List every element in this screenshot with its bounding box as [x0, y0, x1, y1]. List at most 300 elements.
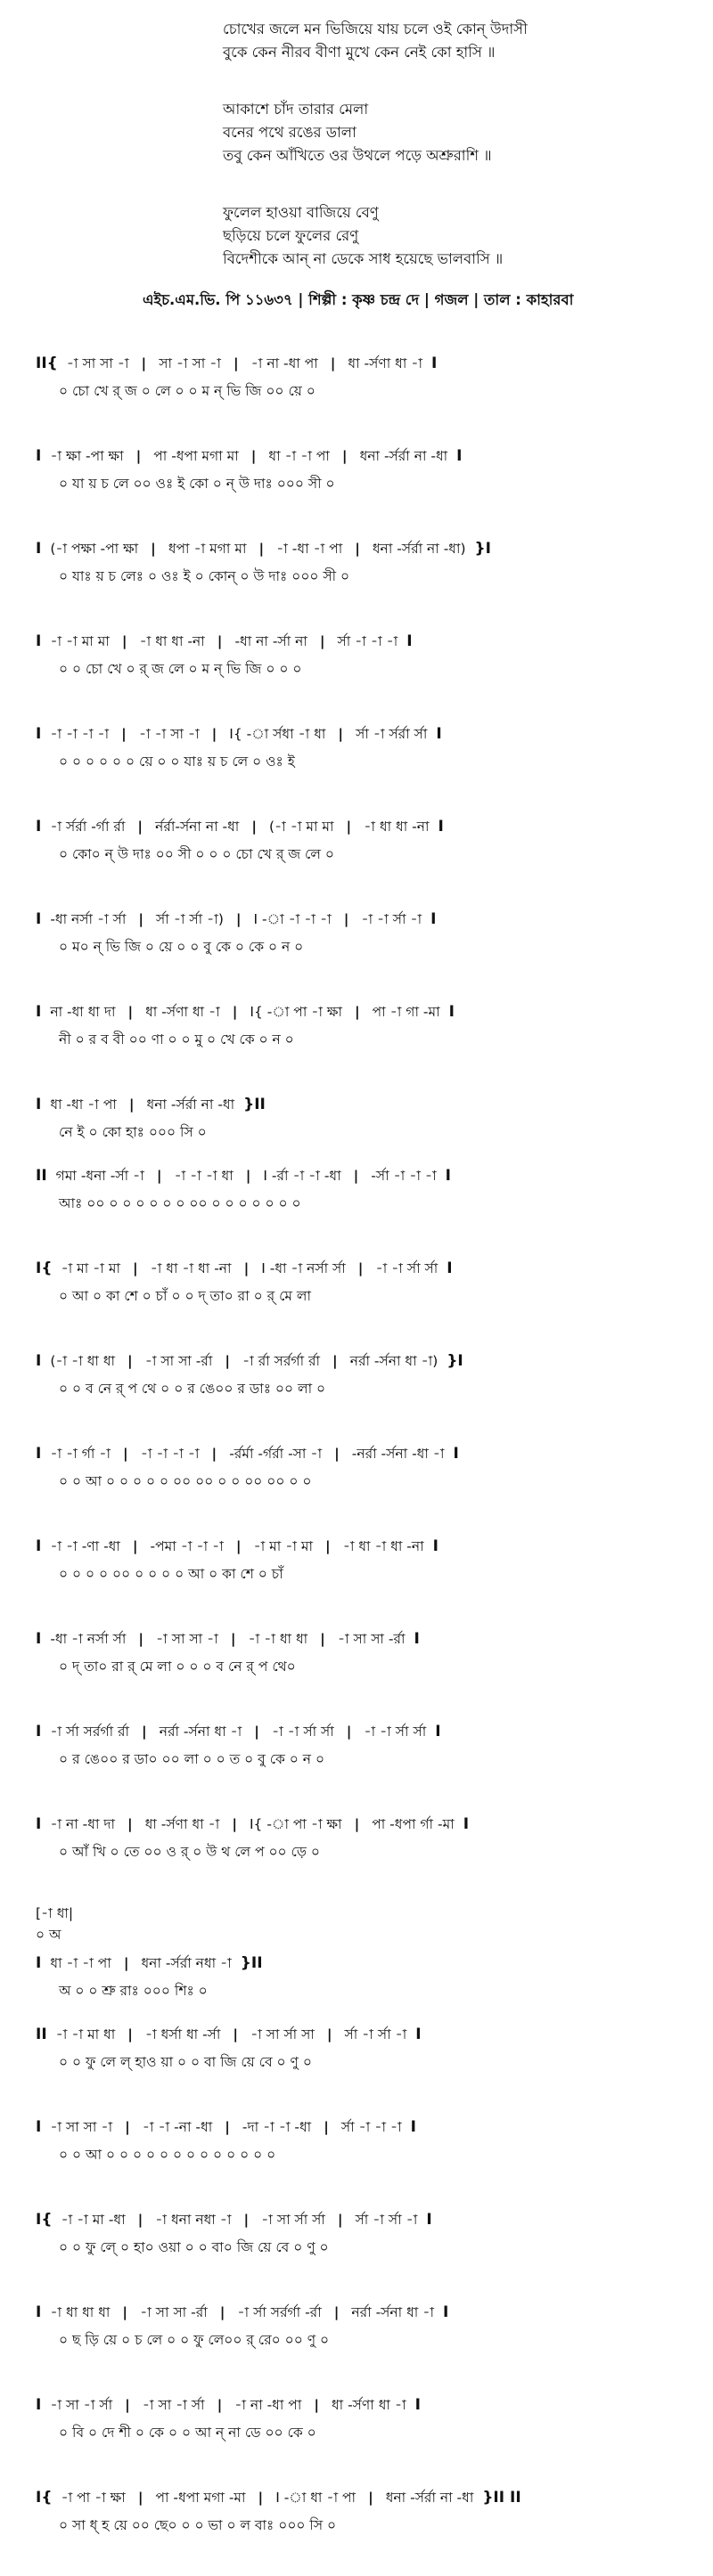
bar-open: I [36, 2396, 42, 2414]
note-group: -া -া র্সা র্সা [375, 1260, 438, 1276]
syllable-text: ০ চো খে র্ জ ০ লে ০ ০ ম ন্ ভি জি ০০ য়ে ০ [59, 383, 316, 399]
note-group: -া -া মা মা [50, 633, 110, 649]
bar-separator: | [137, 819, 143, 835]
note-group: (-া -া ধা ধা [50, 1353, 116, 1369]
notation-block [36, 905, 695, 964]
bar-separator: | [138, 911, 144, 927]
syllable-text: ০ আ ০ কা শে ০ চাঁ ০ ০ দ্ তা০ রা ০ র্ মে লা [59, 1288, 311, 1304]
bar-open: I [36, 632, 42, 650]
syllable-text: ০ ০ ০ ০ ০০ ০ ০ ০ ০ আ ০ কা শে ০ চাঁ [59, 1566, 283, 1582]
notation-block [36, 1717, 695, 1776]
note-line [36, 1625, 695, 1653]
bar-separator: | [232, 1004, 238, 1020]
note-group: -া সা সা -া [156, 1631, 218, 1647]
bar-close: I [406, 632, 413, 650]
syllable-text: ০ ০ আ ০ ০ ০ ০ ০ ০০ ০০ ০ ০ ০০ ০০ ০ ০ [59, 1473, 312, 1489]
lyrics-section [223, 18, 686, 305]
bar-open: I [36, 1003, 42, 1021]
syllable-text: ০ ০ ফু লে্ ০ হা০ ওয়া ০ ০ বা০ জি য়ে বে ০ ণু ০ [59, 2239, 329, 2255]
note-line [36, 1347, 695, 1375]
notation-block [36, 2113, 695, 2172]
syllable-text: অ ০ ০ শ্রু রাঃ ০০০ শিঃ ০ [59, 1983, 208, 1999]
note-group: -া সা সা -র্রা [337, 1631, 406, 1647]
bar-open: I [36, 2118, 42, 2136]
note-line [36, 2205, 695, 2234]
bar-separator: | [156, 1168, 162, 1184]
note-line [36, 2483, 695, 2512]
syllable-text: ০ ০ ফু লে ল্ হাও য়া ০ ০ বা জি য়ে বে ০ ণু ০ [59, 2054, 312, 2070]
bar-separator: | [121, 726, 127, 742]
bar-separator: | [354, 1004, 360, 1020]
bar-separator: | [225, 2119, 230, 2135]
bar-separator: | [151, 541, 156, 557]
note-line [36, 2020, 695, 2049]
lyric-stanza-3 [223, 201, 686, 271]
note-group: I -ধা -া নর্সা র্সা [261, 1260, 346, 1276]
note-group: -নর্রা -র্সনা -ধা -া [351, 1446, 445, 1462]
bar-open: I [36, 1815, 42, 1833]
side-bracket: [-া ধা| [36, 1905, 74, 1921]
note-group: -া র্সা সর্রর্গা -র্রা [237, 2304, 322, 2320]
bar-separator: | [330, 355, 336, 371]
note-line [36, 2298, 695, 2327]
bar-close: I [432, 1537, 438, 1555]
bar-separator: | [254, 1724, 259, 1740]
notation-section [36, 349, 695, 2576]
bar-open: I [36, 2303, 42, 2321]
note-group: ধা -র্সণা ধা -া [348, 355, 423, 371]
bar-close: I [442, 2303, 449, 2321]
note-group: ধনা -র্সর্রা নধা -া [141, 1955, 232, 1971]
syllable-line [36, 563, 695, 590]
note-group: I -র্রা -া -া -ধা [263, 1168, 341, 1184]
note-group: -া -া -া ধা [174, 1168, 234, 1184]
note-group: -ধা -া নর্সা র্সা [50, 1631, 127, 1647]
note-line [36, 2113, 695, 2141]
syllable-line [36, 1653, 695, 1680]
note-group: -া র্সর্রা -র্গা র্রা [50, 819, 126, 835]
note-group: ধা -র্সণা ধা -া [145, 1004, 220, 1020]
notation-block [36, 1810, 695, 1869]
bar-separator: | [353, 1168, 359, 1184]
note-group: -া সা র্সা সা [250, 2026, 315, 2042]
notation-block [36, 2298, 695, 2357]
bar-separator: | [127, 1353, 133, 1369]
bar-separator: | [258, 2490, 264, 2506]
bar-separator: | [211, 1446, 217, 1462]
notation-block [36, 627, 695, 686]
bar-separator: | [343, 911, 349, 927]
bar-open: I [36, 910, 42, 928]
bar-close: I [438, 818, 444, 836]
lyric-stanza-1 [223, 18, 686, 64]
notation-block [36, 1532, 695, 1591]
bar-separator: | [219, 2304, 225, 2320]
bar-open: II [36, 1167, 47, 1185]
bar-separator: | [125, 2119, 130, 2135]
bar-close: I [426, 2211, 432, 2229]
note-group: পা -ধপা র্গা -মা [372, 1816, 455, 1832]
bar-close: }I [474, 540, 491, 558]
syllable-line [36, 1283, 695, 1309]
note-group: -া সা সা -া [66, 355, 129, 371]
notation-block [36, 1090, 695, 1138]
note-group: I -া -া -া -া [253, 911, 332, 927]
note-group: -া ধা -া ধা -না [342, 1538, 424, 1554]
note-group: -র্সা -া -া -া [371, 1168, 437, 1184]
note-group: -া সা র্সা র্সা [261, 2212, 325, 2228]
bar-separator: | [355, 541, 360, 557]
bar-close: I [414, 1630, 420, 1648]
bar-open: I [36, 1537, 42, 1555]
syllable-line [36, 1977, 695, 2004]
bar-open: II [36, 2026, 47, 2043]
note-line [36, 534, 695, 563]
syllable-text: ০ কো০ ন্ উ দাঃ ০০ সী ০ ০ ০ চো খে র্ জ লে ০ [59, 846, 334, 862]
bar-separator: | [326, 2026, 332, 2042]
bar-open: I{ [36, 2489, 53, 2507]
bar-close: I [436, 725, 442, 743]
note-line [36, 1439, 695, 1468]
bar-open: I [36, 1630, 42, 1648]
note-group: I{ -া র্সধা -া ধা [229, 726, 326, 742]
note-line [36, 2391, 695, 2419]
note-group: পা -ধপা মগা মা [153, 448, 239, 464]
note-group: -া র্রা সর্রর্গা র্রা [242, 1353, 321, 1369]
note-group: -া ক্ষা -পা ক্ষা [50, 448, 124, 464]
note-group: -া মা -া মা [253, 1538, 314, 1554]
syllable-text: ০ সা ধ্ হ য়ে ০০ ছে০ ০ ০ ভা ০ ল বাঃ ০০০ সি ০ [59, 2517, 337, 2533]
note-group: -া -ধা -া পা [276, 541, 343, 557]
bar-close: I [431, 355, 438, 372]
bar-separator: | [132, 1538, 138, 1554]
note-group: -া সা সা -র্রা [144, 1353, 213, 1369]
notation-block [36, 2205, 695, 2264]
bar-separator: | [338, 726, 344, 742]
bar-separator: | [123, 1955, 129, 1971]
bar-separator: | [346, 1724, 352, 1740]
bar-separator: | [125, 2397, 130, 2413]
bar-close: }I [447, 1352, 463, 1370]
bar-separator: | [122, 2304, 128, 2320]
note-line [36, 627, 695, 656]
note-group: -র্রর্মা -র্গর্রা -সা -া [229, 1446, 323, 1462]
lyric-line: বনের পথে রঙের ডালা [223, 124, 356, 141]
note-group: -া সা সা -র্রা [140, 2304, 208, 2320]
note-group: -া ধনা নধা -া [155, 2212, 232, 2228]
bar-open: I [36, 1723, 42, 1740]
bar-separator: | [211, 726, 217, 742]
note-group: -া -া র্সা র্সা [271, 1724, 334, 1740]
bar-separator: | [127, 1816, 133, 1832]
lyric-line: চোখের জলে মন ভিজিয়ে যায় চলে ওই কোন্‌ উদাসী [223, 20, 528, 37]
note-group: I{ -া পা -া ক্ষা [249, 1816, 342, 1832]
syllable-text: ০ দ্ তা০ রা র্ মে লা ০ ০ ০ ব নে র্ প থে০ [59, 1659, 296, 1675]
bar-open: I [36, 540, 42, 558]
bar-close: I [445, 1167, 451, 1185]
syllable-text: আঃ ০০ ০ ০ ০ ০ ০ ০ ০০ ০ ০ ০ ০ ০ ০ ০ [59, 1195, 301, 1211]
note-group: নর্রা -র্সনা ধা -া) [349, 1353, 438, 1369]
bar-close: }II [243, 1096, 266, 1113]
note-group: -া না -ধা পা [250, 355, 318, 371]
bar-separator: | [324, 2119, 329, 2135]
note-group: ধনা -র্সর্রা না -ধা) [372, 541, 466, 557]
note-line [36, 1162, 695, 1190]
bar-open: I [36, 725, 42, 743]
syllable-text: ০ ০ চো খে ০ র্ জ লে ০ ম ন্ ভি জি ০ ০ ০ [59, 661, 302, 677]
bar-open: I [36, 1954, 42, 1972]
bar-separator: | [341, 448, 348, 464]
syllable-line [36, 2419, 695, 2446]
side-o: ০ অ [36, 1927, 61, 1943]
syllable-text: ০ যা য় চ লে ০০ ওঃ ই কো ০ ন্ উ দাঃ ০০০ সী ০ [59, 476, 335, 492]
bar-close: I [463, 1815, 470, 1833]
note-group: -া ধা ধা -না [139, 633, 205, 649]
notation-block [36, 1347, 695, 1406]
lyric-line: ছড়িয়ে চলে ফুলের রেণু [223, 227, 359, 244]
note-group: গমা -ধনা -র্সা -া [55, 1168, 144, 1184]
note-line [36, 720, 695, 748]
bar-separator: | [320, 1631, 325, 1647]
lyric-line: বিদেশীকে আন্‌ না ডেকে সাধ হয়েছে ভালবাসি ॥ [223, 250, 504, 267]
notation-block [36, 1162, 695, 1220]
syllable-line [36, 748, 695, 775]
syllable-text: নে ই ০ কো হাঃ ০০০ সি ০ [59, 1124, 207, 1140]
note-line [36, 998, 695, 1026]
bar-close: }II [240, 1954, 263, 1972]
bar-separator: | [230, 1631, 236, 1647]
note-group: ধা -া -া পা [50, 1955, 111, 1971]
bar-close: I [456, 447, 463, 465]
bar-separator: | [258, 541, 265, 557]
note-line [36, 1532, 695, 1561]
syllable-text: ০ ০ ব নে র্ প থে ০ ০ র ঙে০০ র ডাঃ ০০ লা ০ [59, 1381, 326, 1397]
note-group: -া ধা ধা ধা [50, 2304, 111, 2320]
bar-separator: | [142, 1724, 147, 1740]
bar-separator: | [245, 1168, 251, 1184]
bar-separator: | [233, 2026, 239, 2042]
note-group: ধা -র্সণা ধা -া [144, 1816, 220, 1832]
bar-open: I{ [36, 1259, 53, 1277]
bar-separator: | [235, 1538, 242, 1554]
syllable-text: ০ ০ আ ০ ০ ০ ০ ০ ০ ০ ০ ০ ০ ০ ০ ০ [59, 2147, 276, 2163]
note-group: ধা -র্সণা ধা -া [331, 2397, 406, 2413]
syllable-line [36, 1026, 695, 1053]
bar-separator: | [132, 1260, 138, 1276]
notation-block [36, 2391, 695, 2450]
bar-close: }II II [482, 2489, 521, 2507]
notation-block [36, 720, 695, 779]
bar-separator: | [137, 2212, 143, 2228]
note-line [36, 442, 695, 470]
bar-separator: | [225, 1353, 231, 1369]
note-group: ধনা -র্সর্রা না -ধা [146, 1096, 235, 1113]
syllable-text: ০ র ঙে০০ র ডা০ ০০ লা ০ ০ ত ০ বু কে ০ ন ০ [59, 1751, 325, 1767]
note-group: -া ধা -া ধা -না [150, 1260, 232, 1276]
lyric-line: ফুলেল হাওয়া বাজিয়ে বেণু [223, 204, 379, 221]
note-group: -পমা -া -া -া [150, 1538, 224, 1554]
note-group: -া সা -া র্সা [142, 2397, 205, 2413]
note-group: (-া -া মা মা [268, 819, 334, 835]
syllable-line [36, 1119, 695, 1145]
syllable-text: ০ ম০ ন্ ভি জি ০ য়ে ০ ০ বু কে ০ কে ০ ন ০ [59, 939, 304, 955]
bar-separator: | [217, 633, 223, 649]
bar-separator: | [332, 1353, 338, 1369]
bar-separator: | [325, 1538, 331, 1554]
note-group: ধা -া -া পা [268, 448, 330, 464]
lyric-line: বুকে কেন নীরব বীণা মুখে কেন নেই কো হাসি ॥ [223, 44, 496, 61]
bar-separator: | [354, 1816, 360, 1832]
bar-separator: | [121, 633, 127, 649]
bar-separator: | [333, 2304, 340, 2320]
note-group: -া -া র্গা -া [50, 1446, 111, 1462]
bar-separator: | [235, 911, 242, 927]
syllable-line [36, 2141, 695, 2168]
note-group: ধপা -া মগা মা [168, 541, 247, 557]
note-group: -া র্সা সর্রর্গা র্রা [50, 1724, 130, 1740]
notation-block [36, 1625, 695, 1683]
note-group: -া ধা ধা -না [364, 819, 430, 835]
notation-block [36, 534, 695, 593]
note-group: -া -া -া -া [140, 1446, 200, 1462]
bar-separator: | [141, 355, 147, 371]
note-group: র্নর্রা-র্সনা না -ধা [155, 819, 240, 835]
note-group: -া ধর্সা ধা -র্সা [144, 2026, 221, 2042]
bar-separator: | [135, 448, 142, 464]
note-group: র্সা -া র্সা -া [355, 2212, 418, 2228]
bar-separator: | [217, 2397, 223, 2413]
note-line [36, 349, 695, 378]
note-group: -া সা -া র্সা [50, 2397, 113, 2413]
syllable-line [36, 1561, 695, 1587]
bar-separator: | [243, 1260, 250, 1276]
syllable-line [36, 2512, 695, 2539]
bar-separator: | [243, 2212, 250, 2228]
bar-close: I [435, 1723, 441, 1740]
bar-separator: | [337, 2212, 343, 2228]
note-group: -া -া সা -া [138, 726, 200, 742]
notation-block [36, 2483, 695, 2542]
note-group: পা -া গা -মা [372, 1004, 440, 1020]
bar-separator: | [138, 1631, 144, 1647]
bar-open: I [36, 447, 42, 465]
bar-separator: | [127, 1004, 134, 1020]
bar-open: II{ [36, 355, 58, 372]
note-group: নর্রা -র্সনা ধা -া [351, 2304, 434, 2320]
bar-separator: | [137, 2490, 143, 2506]
note-group: -ধা নর্সা -া র্সা [50, 911, 127, 927]
syllable-line [36, 2049, 695, 2075]
note-group: র্সা -া -া -া [340, 2119, 402, 2135]
bar-close: I [414, 2396, 421, 2414]
syllable-line [36, 841, 695, 868]
bar-separator: | [232, 1816, 237, 1832]
bar-open: I [36, 1352, 42, 1370]
syllable-text: ০ ছ ড়ি য়ে ০ চ লে ০ ০ ফু লে০০ র্ রে০ ০০ ণু ০ [59, 2332, 330, 2348]
note-group: -া না -ধা পা [234, 2397, 302, 2413]
note-group: (-া পক্ষা -পা ক্ষা [50, 541, 139, 557]
note-group: I{ -া পা -া ক্ষা [250, 1004, 342, 1020]
note-group: না -ধা ধা দা [50, 1004, 116, 1020]
note-group: -া পা -া ক্ষা [61, 2490, 126, 2506]
bar-separator: | [319, 633, 325, 649]
syllable-line [36, 378, 695, 404]
syllable-line [36, 656, 695, 682]
note-group: -দা -া -া -ধা [242, 2119, 312, 2135]
note-group: -া মা -া মা [61, 1260, 120, 1276]
note-group: -া সা সা -া [50, 2119, 113, 2135]
bar-separator: | [334, 1446, 340, 1462]
note-group: -া -া র্সা র্সা [364, 1724, 427, 1740]
bar-open: I [36, 1445, 42, 1463]
bar-separator: | [314, 2397, 319, 2413]
note-group: -া -া -ণা -ধা [50, 1538, 120, 1554]
notation-block [36, 2020, 695, 2079]
lyric-line: আকাশে চাঁদ তারার মেলা [223, 101, 369, 118]
bar-open: I [36, 818, 42, 836]
note-group: I -া ধা -া পা [275, 2490, 356, 2506]
notation-block [36, 1439, 695, 1498]
notation-block [36, 998, 695, 1056]
syllable-text: ০ ০ ০ ০ ০ ০ য়ে ০ ০ যাঃ য় চ লে ০ ওঃ ই [59, 754, 295, 770]
note-group: পা -ধপা মগা -মা [155, 2490, 246, 2506]
bar-separator: | [357, 1260, 364, 1276]
syllable-text: নী ০ র ব বী ০০ ণা ০ ০ মু ০ খে কে ০ ন ০ [59, 1031, 294, 1048]
note-line [36, 1717, 695, 1746]
syllable-line [36, 933, 695, 960]
syllable-text: ০ যাঃ য় চ লেঃ ০ ওঃ ই ০ কোন্ ০ উ দাঃ ০০০ সী ০ [59, 568, 350, 584]
bar-close: I [430, 910, 437, 928]
note-line [36, 1090, 695, 1119]
note-group: র্সা -া র্সর্রা র্সা [356, 726, 428, 742]
notation-block [36, 812, 695, 871]
note-group: -া -া মা ধা [55, 2026, 116, 2042]
syllable-line [36, 1838, 695, 1865]
syllable-line [36, 1375, 695, 1402]
syllable-line [36, 1190, 695, 1217]
note-group: -ধা না -র্সা না [234, 633, 307, 649]
bar-separator: | [234, 355, 239, 371]
bar-close: I [415, 2026, 422, 2043]
note-line [36, 905, 695, 933]
note-line [36, 1810, 695, 1838]
side-note [36, 1903, 695, 1945]
note-group: ধনা -র্সর্রা না -ধা [359, 448, 448, 464]
note-group: নর্রা -র্সনা ধা -া [159, 1724, 242, 1740]
note-group: -া -া মা -ধা [61, 2212, 126, 2228]
note-group: -া -া -া -া [50, 726, 110, 742]
syllable-line [36, 1468, 695, 1495]
syllable-line [36, 2327, 695, 2353]
bar-open: I{ [36, 2211, 53, 2229]
notation-block [36, 1949, 695, 1997]
syllable-line [36, 2234, 695, 2261]
bar-separator: | [368, 2490, 373, 2506]
bar-separator: | [128, 1096, 135, 1113]
note-group: র্সা -া -া -া [337, 633, 398, 649]
bar-separator: | [251, 819, 257, 835]
note-line [36, 1254, 695, 1283]
bar-close: I [447, 1259, 453, 1277]
note-group: সা -া সা -া [159, 355, 221, 371]
syllable-line [36, 470, 695, 497]
note-group: -া না -ধা দা [50, 1816, 116, 1832]
syllable-text: ০ বি ০ দে শী ০ কে ০ ০ আ ন্ না ডে ০০ কে ০ [59, 2425, 316, 2441]
note-group: র্সা -া র্সা -া [344, 2026, 407, 2042]
notation-block [36, 349, 695, 408]
notation-block [36, 442, 695, 501]
bar-close: I [410, 2118, 416, 2136]
